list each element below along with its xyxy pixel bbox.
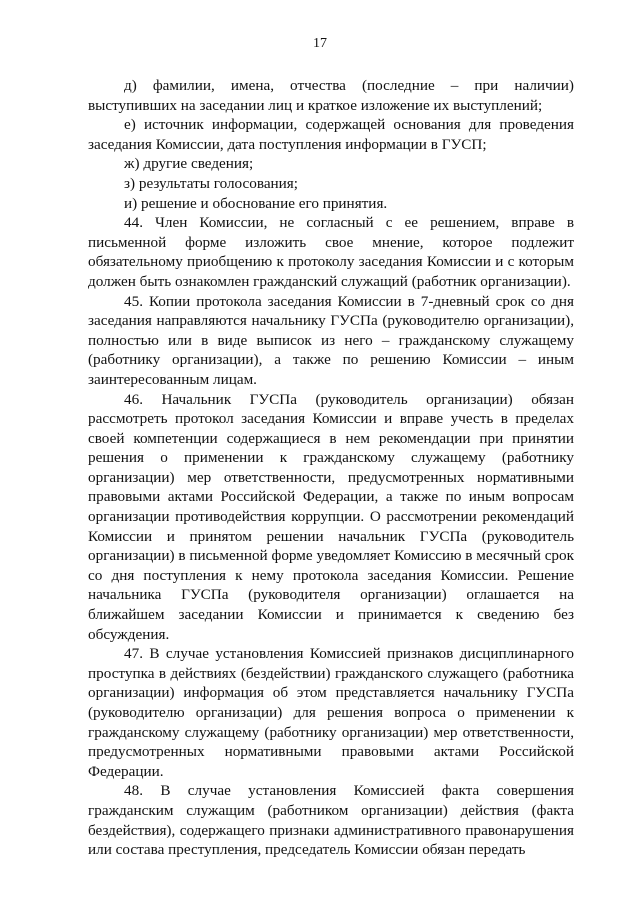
list-item-e: е) источник информации, содержащей основания для проведения заседания Комиссии, дата поступления информации в ГУСП; xyxy=(88,116,574,153)
list-item-z: з) результаты голосования; xyxy=(124,174,299,192)
document-body xyxy=(88,76,574,860)
paragraph-44: 44. Член Комиссии, не согласный с ее решением, вправе в письменной форме изложить свое мнение, которое подлежит обязательному приобщению к протоколу заседания Комиссии и с которым должен быть ознакомлен гражданский служащий (работник организации). xyxy=(88,214,574,290)
list-item-zh: ж) другие сведения; xyxy=(124,155,254,173)
paragraph-46: 46. Начальник ГУСПа (руководитель организации) обязан рассмотреть протокол заседания Комиссии и вправе учесть в пределах своей компетенции содержащиеся в нем рекомендации при принятии решения о применении к гражданскому служащему (работнику организации) мер ответственности, предусмотренных нормативными правовыми актами Российской Федерации, а также по иным вопросам организации противодействия коррупции. О рассмотрении рекомендаций Комиссии и принятом решении начальник ГУСПа (руководитель организации) в письменной форме уведомляет Комиссию в месячный срок со дня поступления к нему протокола заседания Комиссии. Решение начальника ГУСПа (руководителя организации) оглашается на ближайшем заседании Комиссии и принимается к сведению без обсуждения. xyxy=(88,390,574,643)
list-item-i: и) решение и обоснование его принятия. xyxy=(124,194,388,212)
list-item-d: д) фамилии, имена, отчества (последние – при наличии) выступивших на заседании лиц и краткое изложение их выступлений; xyxy=(88,77,574,114)
paragraph-45: 45. Копии протокола заседания Комиссии в 7-дневный срок со дня заседания направляются начальнику ГУСПа (руководителю организации), полностью или в виде выписок из него – гражданскому служащему (работнику организации), а также по решению Комиссии – иным заинтересованным лицам. xyxy=(88,292,574,388)
paragraph-48: 48. В случае установления Комиссией факта совершения гражданским служащим (работником организации) действия (факта бездействия), содержащего признаки административного правонарушения или состава преступления, председатель Комиссии обязан передать xyxy=(88,782,574,859)
page-number: 17 xyxy=(313,36,327,51)
paragraph-47: 47. В случае установления Комиссией признаков дисциплинарного проступка в действиях (бездействии) гражданского служащего (работника организации) информация об этом представляется начальнику ГУСПа (руководителю организации) для решения вопроса о применении к гражданскому служащему (работнику организации) мер ответственности, предусмотренных нормативными правовыми актами Российской Федерации. xyxy=(88,645,574,780)
